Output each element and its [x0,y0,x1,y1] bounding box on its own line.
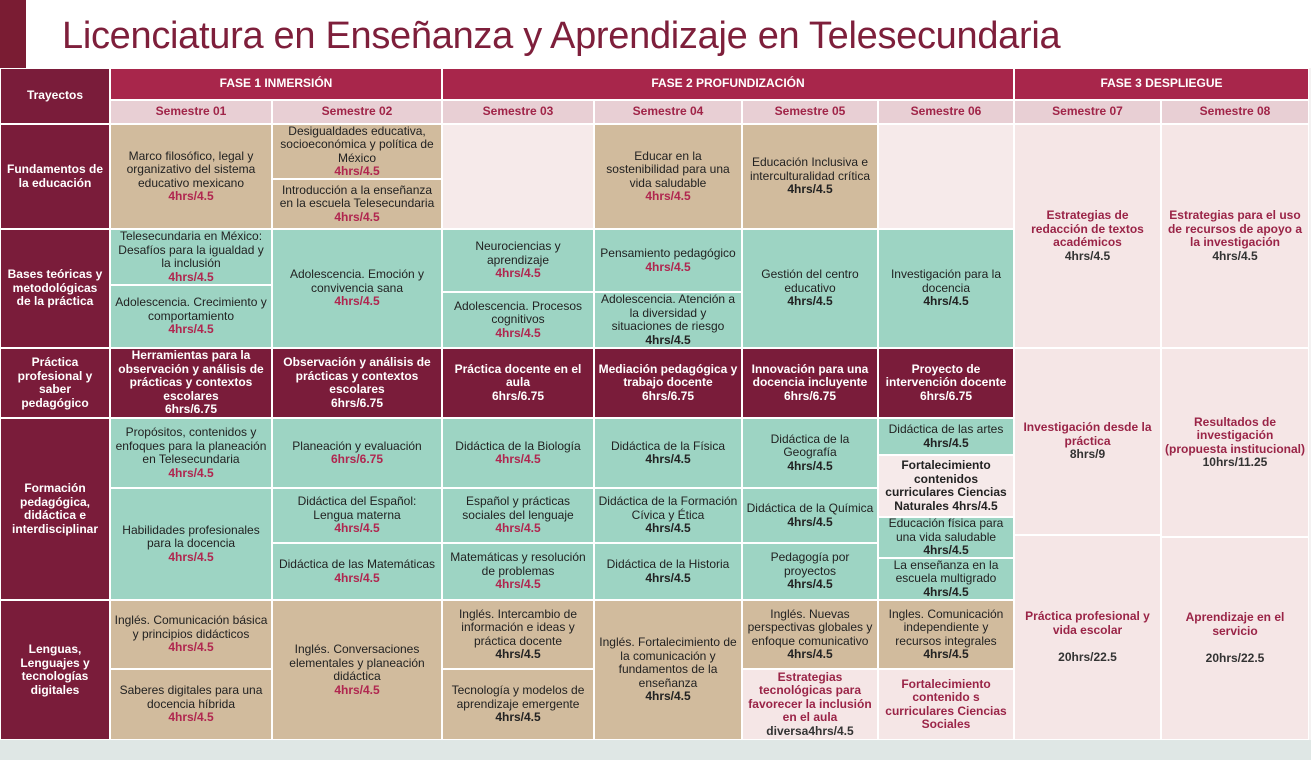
empty-cell [878,124,1014,229]
course-cell: Inglés. Comunicación básica y principios didácticos 4hrs/4.5 [110,600,272,669]
trayectos-header: Trayectos [0,68,110,124]
phase-3-header: FASE 3 DESPLIEGUE [1014,68,1309,100]
semester-06-header: Semestre 06 [878,100,1014,124]
course-cell: Estrategias para el uso de recursos de apoyo a la investigación 4hrs/4.5 [1161,124,1309,348]
semester-03-header: Semestre 03 [442,100,594,124]
course-cell: Educación física para una vida saludable 4hrs/4.5 [878,517,1014,558]
course-cell: Gestión del centro educativo 4hrs/4.5 [742,229,878,348]
course-cell: Español y prácticas sociales del lenguaje 4hrs/4.5 [442,488,594,543]
row-bases: Bases teóricas y metodológicas de la práctica [0,229,110,348]
course-cell: Didáctica de la Formación Cívica y Ética 4hrs/4.5 [594,488,742,543]
course-cell: Didáctica de la Química 4hrs/4.5 [742,488,878,543]
course-cell: La enseñanza en la escuela multigrado 4hrs/4.5 [878,558,1014,600]
phase-2-header: FASE 2 PROFUNDIZACIÓN [442,68,1014,100]
course-cell: Marco filosófico, legal y organizativo del sistema educativo mexicano 4hrs/4.5 [110,124,272,229]
semester-01-header: Semestre 01 [110,100,272,124]
row-formacion: Formación pedagógica, didáctica e interdisciplinar [0,418,110,600]
course-cell: Desigualdades educativa, socioeconómica y política de México 4hrs/4.5 [272,124,442,179]
header-accent-bar [0,0,26,68]
row-practica: Práctica profesional y saber pedagógico [0,348,110,418]
course-cell: Propósitos, contenidos y enfoques para la planeación en Telesecundaria 4hrs/4.5 [110,418,272,488]
course-cell: Aprendizaje en el servicio 20hrs/22.5 [1161,537,1309,740]
course-cell: Didáctica de la Física 4hrs/4.5 [594,418,742,488]
semester-05-header: Semestre 05 [742,100,878,124]
course-cell: Didáctica de las Matemáticas 4hrs/4.5 [272,543,442,600]
course-cell: Fortalecimiento contenido s curriculares Ciencias Sociales [878,669,1014,740]
row-lenguas: Lenguas, Lenguajes y tecnologías digitales [0,600,110,740]
course-cell: Innovación para una docencia incluyente 6hrs/6.75 [742,348,878,418]
course-cell: Ingles. Comunicación independiente y recursos integrales 4hrs/4.5 [878,600,1014,669]
course-cell: Inglés. Conversaciones elementales y planeación didáctica 4hrs/4.5 [272,600,442,740]
course-cell: Didáctica de la Geografía 4hrs/4.5 [742,418,878,488]
course-cell: Inglés. Intercambio de información e ideas y práctica docente 4hrs/4.5 [442,600,594,669]
course-cell: Didáctica de la Historia 4hrs/4.5 [594,543,742,600]
course-cell: Pedagogía por proyectos 4hrs/4.5 [742,543,878,600]
course-cell: Práctica profesional y vida escolar 20hrs/22.5 [1014,535,1161,740]
course-cell: Educar en la sostenibilidad para una vida saludable 4hrs/4.5 [594,124,742,229]
course-cell: Tecnología y modelos de aprendizaje emergente 4hrs/4.5 [442,669,594,740]
course-cell: Adolescencia. Emoción y convivencia sana 4hrs/4.5 [272,229,442,348]
course-cell: Planeación y evaluación 6hrs/6.75 [272,418,442,488]
course-cell: Didáctica del Español: Lengua materna 4hrs/4.5 [272,488,442,543]
course-cell: Didáctica de las artes 4hrs/4.5 [878,418,1014,455]
course-cell: Inglés. Fortalecimiento de la comunicación y fundamentos de la enseñanza 4hrs/4.5 [594,600,742,740]
row-fundamentos: Fundamentos de la educación [0,124,110,229]
empty-cell [442,124,594,229]
course-cell: Resultados de investigación (propuesta institucional) 10hrs/11.25 [1161,348,1309,537]
course-cell: Pensamiento pedagógico 4hrs/4.5 [594,229,742,292]
course-cell: Matemáticas y resolución de problemas 4hrs/4.5 [442,543,594,600]
semester-07-header: Semestre 07 [1014,100,1161,124]
semester-08-header: Semestre 08 [1161,100,1309,124]
course-cell: Neurociencias y aprendizaje 4hrs/4.5 [442,229,594,292]
course-cell: Herramientas para la observación y análisis de prácticas y contextos escolares 6hrs/6.75 [110,348,272,418]
course-cell: Práctica docente en el aula 6hrs/6.75 [442,348,594,418]
course-cell: Adolescencia. Crecimiento y comportamiento 4hrs/4.5 [110,285,272,348]
course-cell: Proyecto de intervención docente 6hrs/6.75 [878,348,1014,418]
phase-1-header: FASE 1 INMERSIÓN [110,68,442,100]
curriculum-grid [0,68,1311,740]
semester-02-header: Semestre 02 [272,100,442,124]
course-cell: Didáctica de la Biología 4hrs/4.5 [442,418,594,488]
course-cell: Habilidades profesionales para la docencia 4hrs/4.5 [110,488,272,600]
course-cell: Saberes digitales para una docencia híbrida 4hrs/4.5 [110,669,272,740]
course-cell: Adolescencia. Atención a la diversidad y situaciones de riesgo 4hrs/4.5 [594,292,742,348]
footer-strip [0,740,1311,760]
page-title: Licenciatura en Enseñanza y Aprendizaje en Telesecundaria [62,15,1061,57]
course-cell: Investigación para la docencia 4hrs/4.5 [878,229,1014,348]
semester-04-header: Semestre 04 [594,100,742,124]
course-cell: Mediación pedagógica y trabajo docente 6hrs/6.75 [594,348,742,418]
course-cell: Telesecundaria en México: Desafíos para la igualdad y la inclusión 4hrs/4.5 [110,229,272,285]
course-cell: Educación Inclusiva e interculturalidad crítica 4hrs/4.5 [742,124,878,229]
course-cell: Adolescencia. Procesos cognitivos 4hrs/4.5 [442,292,594,348]
course-cell: Estrategias tecnológicas para favorecer la inclusión en el aula diversa4hrs/4.5 [742,669,878,740]
course-cell: Fortalecimiento contenidos curriculares Ciencias Naturales 4hrs/4.5 [878,455,1014,517]
course-cell: Introducción a la enseñanza en la escuela Telesecundaria 4hrs/4.5 [272,179,442,229]
course-cell: Investigación desde la práctica 8hrs/9 [1014,348,1161,535]
course-cell: Estrategias de redacción de textos académicos 4hrs/4.5 [1014,124,1161,348]
course-cell: Observación y análisis de prácticas y contextos escolares 6hrs/6.75 [272,348,442,418]
course-cell: Inglés. Nuevas perspectivas globales y enfoque comunicativo 4hrs/4.5 [742,600,878,669]
